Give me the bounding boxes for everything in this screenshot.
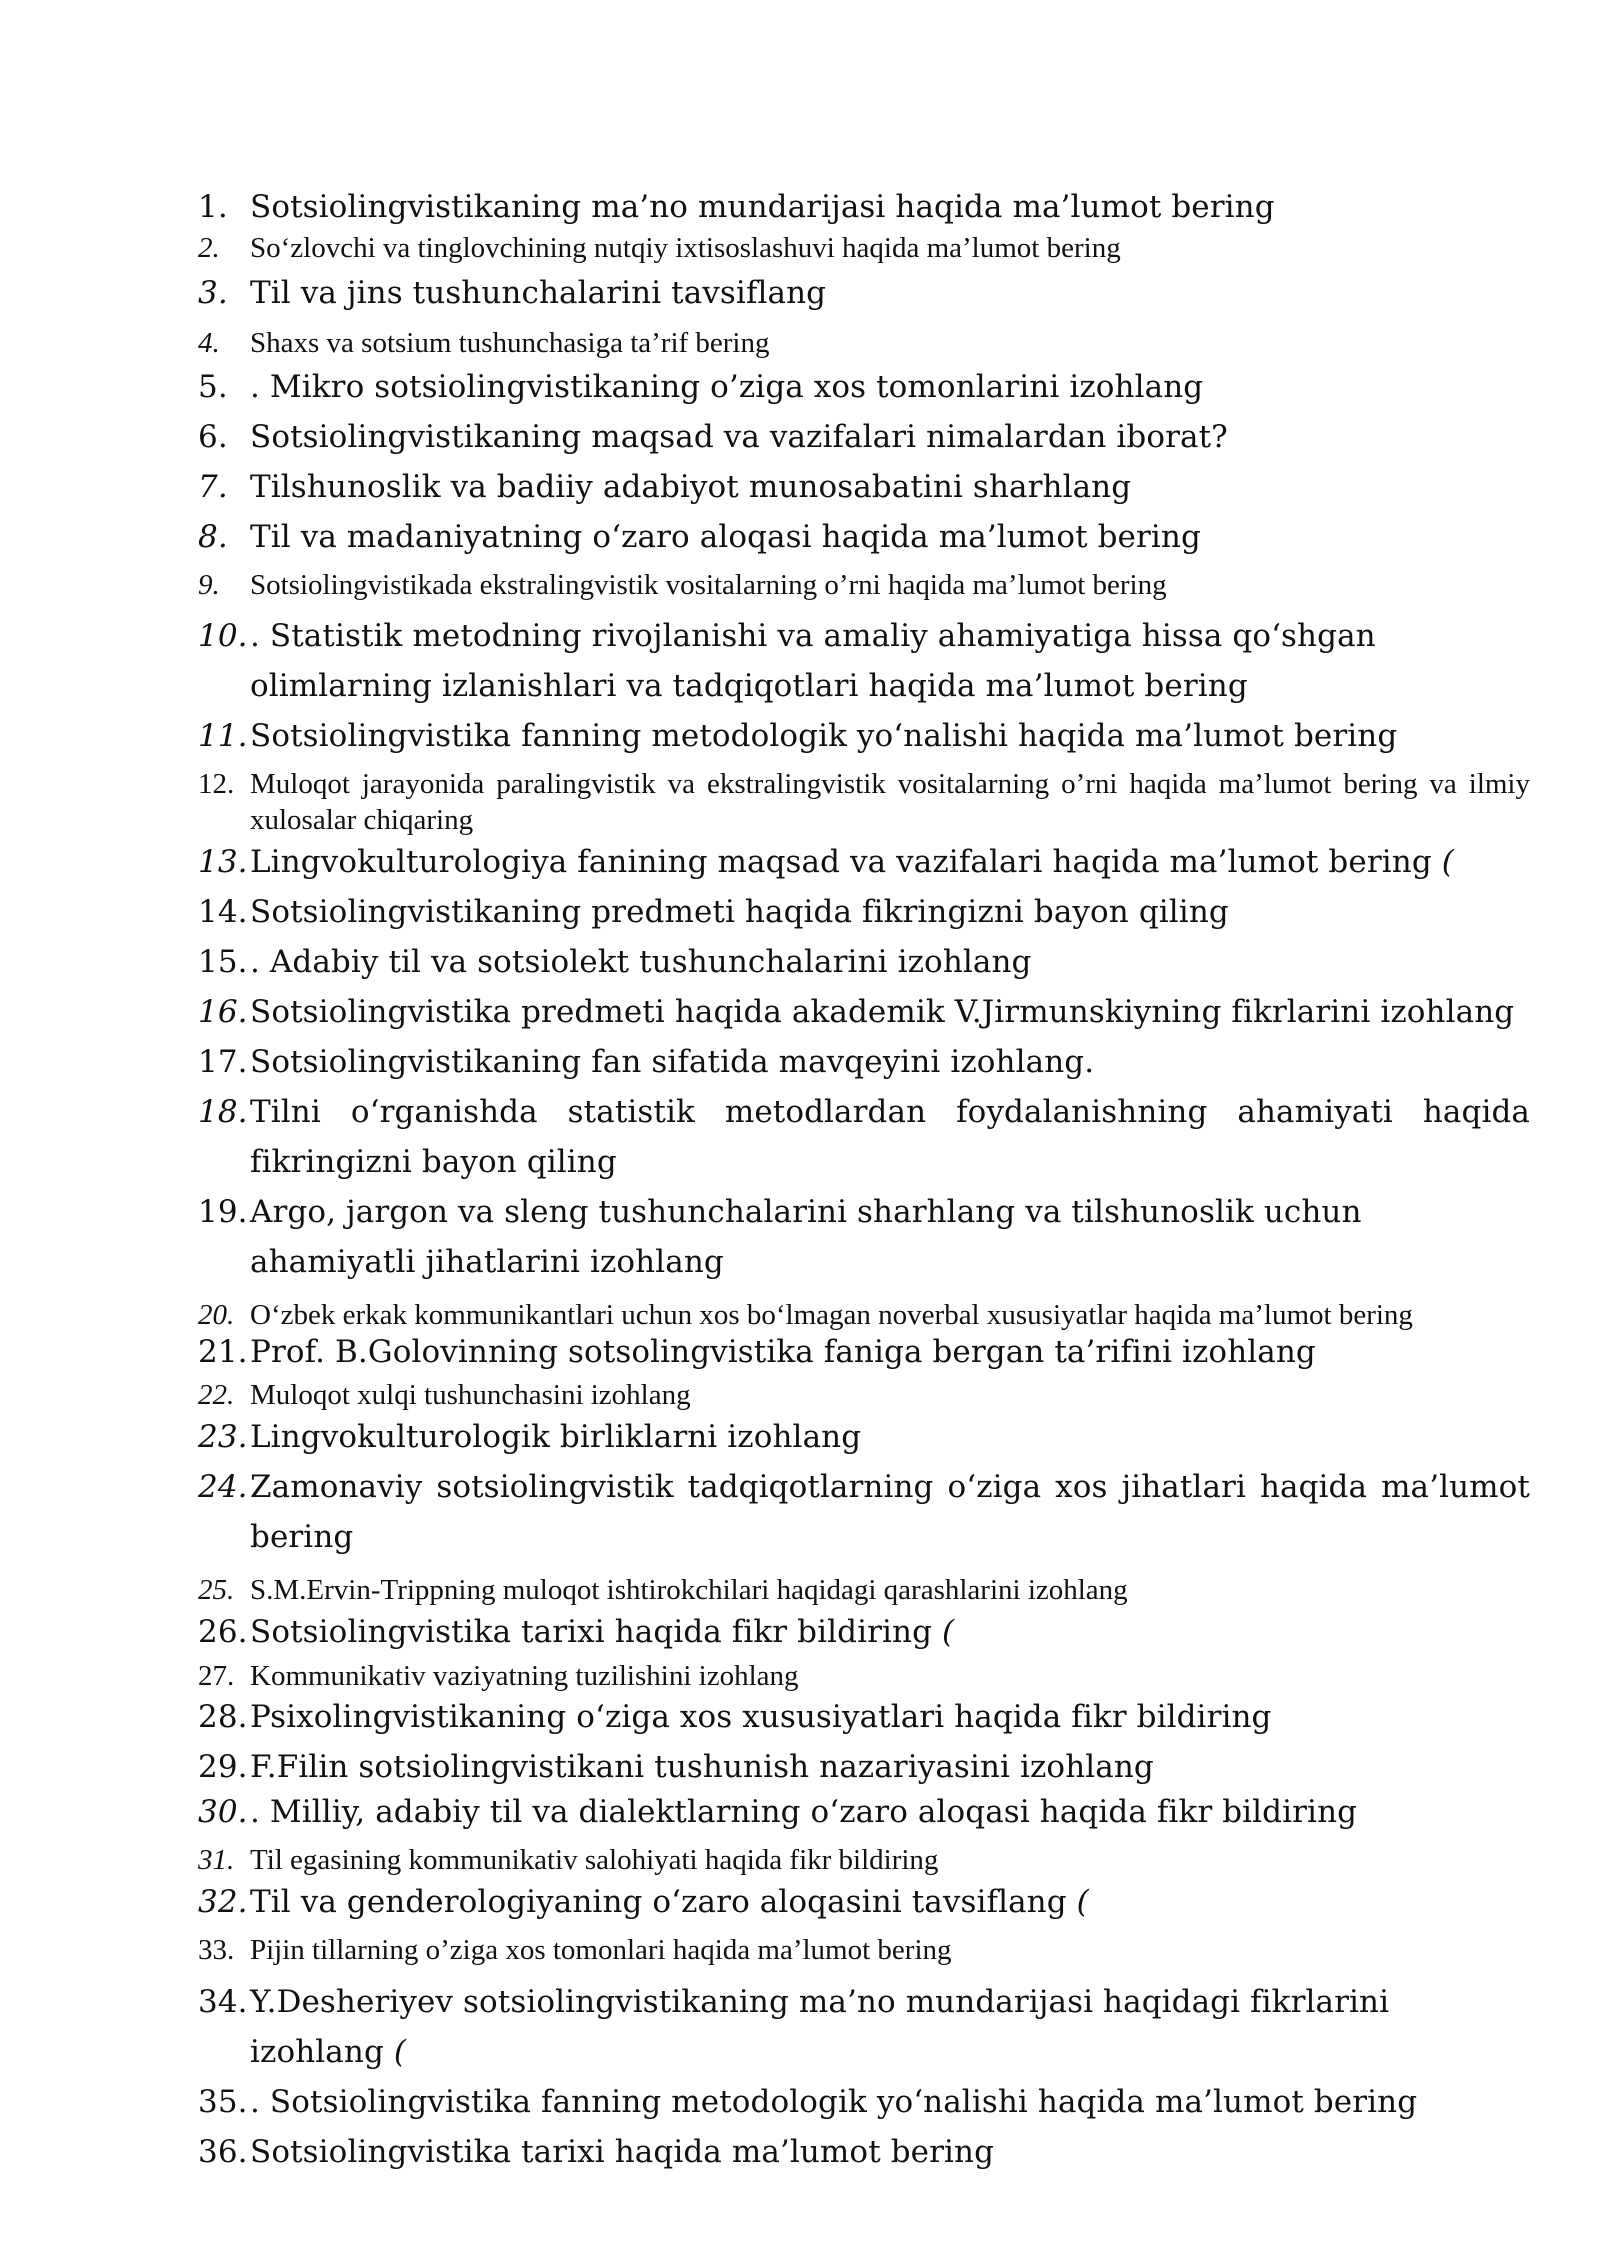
question-text-body: Argo, jargon va sleng tushunchalarini sharhlang va tilshunoslik uchun ahamiyatli jihatlarini izohlang — [250, 1194, 1362, 1280]
question-text — [250, 1692, 1530, 1742]
question-number: 16. — [198, 994, 248, 1030]
question-text-body: . Milliy, adabiy til va dialektlarning o‘zaro aloqasi haqida fikr bildiring — [250, 1794, 1358, 1830]
question-text-body: . Statistik metodning rivojlanishi va amaliy ahamiyatiga hissa qo‘shgan olimlarning izlanishlari va tadqiqotlari haqida ma’lumot bering — [250, 618, 1376, 704]
question-number: 3. — [198, 275, 228, 311]
question-text — [250, 268, 1530, 318]
question-text-body: So‘zlovchi va tinglovchining nutqiy ixtisoslashuvi haqida ma’lumot bering — [250, 232, 1121, 264]
question-text-body: Pijin tillarning o’ziga xos tomonlari haqida ma’lumot bering — [250, 1934, 952, 1966]
question-text-body: Muloqot jarayonida paralingvistik va ekstralingvistik vositalarning o’rni haqida ma’lumot bering va ilmiy xulosalar chiqaring — [250, 768, 1530, 836]
question-text — [250, 512, 1530, 562]
question-text-body: Lingvokulturologik birliklarni izohlang — [250, 1419, 862, 1455]
question-text — [250, 1087, 1530, 1187]
question-number: 21. — [198, 1334, 248, 1370]
question-text — [250, 1742, 1530, 1792]
question-number: 5. — [198, 369, 228, 405]
question-text — [250, 1787, 1530, 1837]
question-number: 9. — [198, 569, 220, 601]
question-text-body: Sotsiolingvistikaning ma’no mundarijasi haqida ma’lumot bering — [250, 189, 1275, 225]
question-number: 29. — [198, 1749, 248, 1785]
question-text — [250, 937, 1530, 987]
question-text — [250, 325, 1530, 361]
question-text-body: Til egasining kommunikativ salohiyati haqida fikr bildiring — [250, 1844, 939, 1876]
question-text — [250, 1932, 1530, 1968]
question-text — [250, 1037, 1530, 1087]
question-text-body: Zamonaviy sotsiolingvistik tadqiqotlarning o‘ziga xos jihatlari haqida ma’lumot bering — [250, 1469, 1530, 1555]
question-number: 27. — [198, 1660, 235, 1692]
question-number: 33. — [198, 1934, 235, 1966]
question-number: 10. — [198, 618, 248, 654]
question-text — [250, 1977, 1530, 2077]
question-text-body: Shaxs va sotsium tushunchasiga ta’rif bering — [250, 327, 770, 359]
question-text-body: . Adabiy til va sotsiolekt tushunchalarini izohlang — [250, 944, 1032, 980]
question-text — [250, 711, 1530, 761]
question-text-body: Til va genderologiyaning o‘zaro aloqasini tavsiflang — [250, 1884, 1067, 1920]
question-text — [250, 1462, 1530, 1562]
question-text — [250, 462, 1530, 512]
question-text-body: Sotsiolingvistika predmeti haqida akademik V.Jirmunskiyning fikrlarini izohlang — [250, 994, 1515, 1030]
question-text-body: Til va jins tushunchalarini tavsiflang — [250, 275, 827, 311]
question-text-body: Muloqot xulqi tushunchasini izohlang — [250, 1379, 691, 1411]
question-text-body: Sotsiolingvistikaning predmeti haqida fikringizni bayon qiling — [250, 894, 1229, 930]
question-number: 2. — [198, 232, 220, 264]
question-text — [250, 1842, 1530, 1878]
question-text — [250, 837, 1530, 887]
open-parenthesis: ( — [942, 1614, 955, 1650]
question-text-body: . Sotsiolingvistika fanning metodologik yo‘nalishi haqida ma’lumot bering — [250, 2084, 1418, 2120]
question-text-body: F.Filin sotsiolingvistikani tushunish nazariyasini izohlang — [250, 1749, 1154, 1785]
question-text — [250, 1412, 1530, 1462]
question-text-body: Sotsiolingvistikaning maqsad va vazifalari nimalardan iborat? — [250, 419, 1228, 455]
question-text — [250, 182, 1530, 232]
question-number: 8. — [198, 519, 228, 555]
question-text-body: . Mikro sotsiolingvistikaning o’ziga xos tomonlarini izohlang — [250, 369, 1204, 405]
question-text-body: Sotsiolingvistika fanning metodologik yo‘nalishi haqida ma’lumot bering — [250, 718, 1398, 754]
question-number: 4. — [198, 327, 220, 359]
question-number: 12. — [198, 768, 235, 800]
question-text-body: S.M.Ervin-Trippning muloqot ishtirokchilari haqidagi qarashlarini izohlang — [250, 1574, 1128, 1606]
question-text-body: Psixolingvistikaning o‘ziga xos xususiyatlari haqida fikr bildiring — [250, 1699, 1272, 1735]
question-text — [250, 611, 1530, 711]
question-text-body: Tilshunoslik va badiiy adabiyot munosabatini sharhlang — [250, 469, 1132, 505]
question-text — [250, 766, 1530, 838]
question-number: 26. — [198, 1614, 248, 1650]
question-number: 13. — [198, 844, 248, 880]
question-text — [250, 1877, 1530, 1927]
question-text-body: Kommunikativ vaziyatning tuzilishini izohlang — [250, 1660, 799, 1692]
question-number: 14. — [198, 894, 248, 930]
question-number: 25. — [198, 1574, 235, 1606]
question-text-body: O‘zbek erkak kommunikantlari uchun xos bo‘lmagan noverbal xususiyatlar haqida ma’lumot bering — [250, 1299, 1413, 1331]
question-text — [250, 1327, 1530, 1377]
question-text — [250, 2077, 1530, 2127]
question-text-body: Til va madaniyatning o‘zaro aloqasi haqida ma’lumot bering — [250, 519, 1201, 555]
question-text — [250, 412, 1530, 462]
question-number: 19. — [198, 1194, 248, 1230]
question-text-body: Lingvokulturologiya fanining maqsad va vazifalari haqida ma’lumot bering — [250, 844, 1432, 880]
question-number: 1. — [198, 189, 228, 225]
question-text-body: Sotsiolingvistikada ekstralingvistik vositalarning o’rni haqida ma’lumot bering — [250, 569, 1167, 601]
question-text — [250, 1607, 1530, 1657]
question-number: 6. — [198, 419, 228, 455]
question-number: 15. — [198, 944, 248, 980]
question-number: 23. — [198, 1419, 248, 1455]
question-number: 17. — [198, 1044, 248, 1080]
question-number: 28. — [198, 1699, 248, 1735]
question-number: 24. — [198, 1469, 248, 1505]
question-text — [250, 362, 1530, 412]
question-text — [250, 2127, 1530, 2177]
question-text — [250, 987, 1530, 1037]
open-parenthesis: ( — [393, 2034, 407, 2070]
question-number: 36. — [198, 2134, 248, 2170]
question-text — [250, 230, 1530, 266]
question-text-body: Sotsiolingvistikaning fan sifatida mavqeyini izohlang. — [250, 1044, 1095, 1080]
question-number: 30. — [198, 1794, 248, 1830]
question-text-body: Sotsiolingvistika tarixi haqida fikr bildiring — [250, 1614, 933, 1650]
question-number: 31. — [198, 1844, 235, 1876]
question-text-body: Prof. B.Golovinning sotsolingvistika faniga bergan ta’rifini izohlang — [250, 1334, 1316, 1370]
question-number: 11. — [198, 718, 248, 754]
question-number: 7. — [198, 469, 228, 505]
question-number: 32. — [198, 1884, 248, 1920]
question-text — [250, 1377, 1530, 1413]
open-parenthesis: ( — [1076, 1884, 1089, 1920]
question-text-body: Y.Desheriyev sotsiolingvistikaning ma’no mundarijasi haqidagi fikrlarini izohlang — [250, 1984, 1390, 2070]
question-number: 20. — [198, 1299, 235, 1331]
question-text — [250, 1187, 1530, 1287]
question-text — [250, 887, 1530, 937]
question-text — [250, 1572, 1530, 1608]
question-text — [250, 567, 1530, 603]
question-number: 34. — [198, 1984, 248, 2020]
question-number: 35. — [198, 2084, 248, 2120]
question-number: 22. — [198, 1379, 235, 1411]
question-text — [250, 1658, 1530, 1694]
question-text-body: Tilni o‘rganishda statistik metodlardan foydalanishning ahamiyati haqida fikringizni bayon qiling — [250, 1094, 1530, 1180]
question-text-body: Sotsiolingvistika tarixi haqida ma’lumot bering — [250, 2134, 995, 2170]
open-parenthesis: ( — [1441, 844, 1454, 880]
question-number: 18. — [198, 1094, 248, 1130]
